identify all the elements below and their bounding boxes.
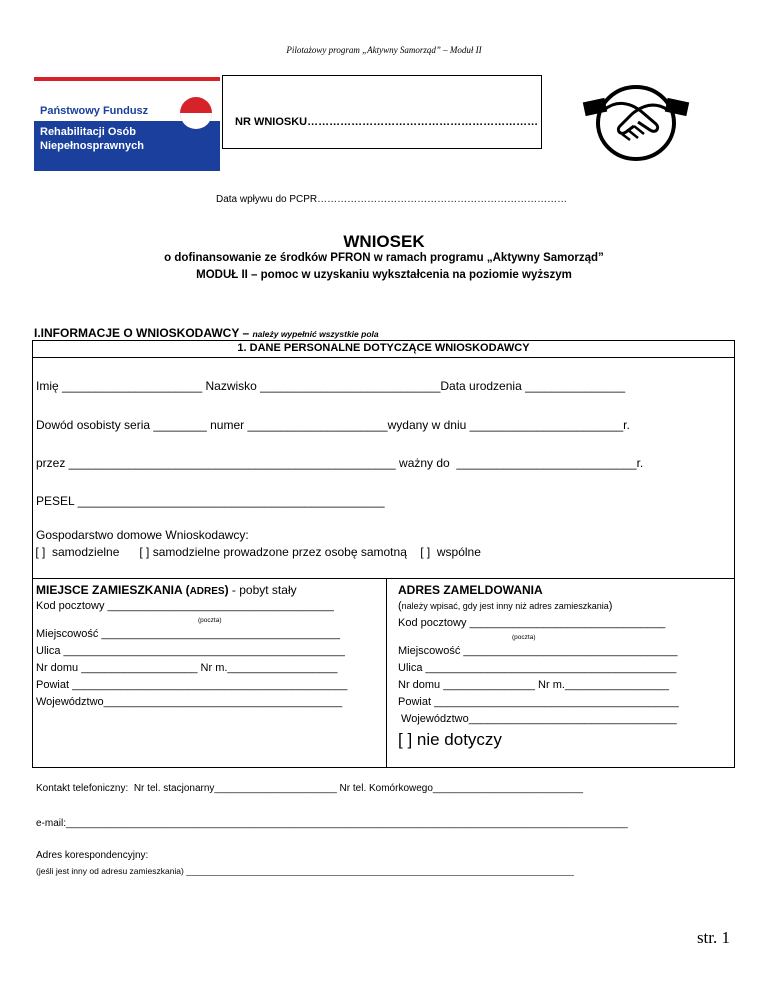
address-column-divider bbox=[386, 578, 387, 768]
right-house-number-field[interactable]: Nr domu _______________ Nr m._________________ bbox=[398, 679, 669, 691]
right-voivodeship-field[interactable]: Województwo__________________________________ bbox=[398, 713, 677, 725]
logo-line1: Państwowy Fundusz bbox=[40, 105, 149, 117]
not-applicable-checkbox[interactable]: [ ] nie dotyczy bbox=[398, 730, 502, 749]
personal-data-header: 1. DANE PERSONALNE DOTYCZĄCE WNIOSKODAWCY bbox=[32, 340, 735, 358]
logo-circle-icon bbox=[180, 97, 212, 129]
left-post-office-label: (poczta) bbox=[198, 617, 222, 624]
address-divider bbox=[32, 578, 735, 579]
program-header: Pilotażowy program „Aktywny Samorząd” – Moduł II bbox=[286, 45, 482, 55]
right-county-field[interactable]: Powiat ________________________________________ bbox=[398, 696, 679, 708]
name-birthdate-line[interactable]: Imię _____________________ Nazwisko ___________________________Data urodzenia _______________ bbox=[36, 379, 626, 393]
household-label: Gospodarstwo domowe Wnioskodawcy: bbox=[36, 528, 249, 542]
application-number-label: NR WNIOSKU……………………………………………………… bbox=[235, 116, 539, 128]
residence-address-title: MIEJSCE ZAMIESZKANIA (ADRES) - pobyt stały bbox=[36, 583, 297, 597]
registration-note: (należy wpisać, gdy jest inny niż adres zamieszkania) bbox=[398, 600, 613, 612]
right-town-field[interactable]: Miejscowość ___________________________________ bbox=[398, 645, 678, 657]
left-voivodeship-field[interactable]: Województwo_______________________________________ bbox=[36, 696, 343, 708]
household-options[interactable]: [ ] samodzielne [ ] samodzielne prowadzone przez osobę samotną [ ] wspólne bbox=[32, 545, 481, 559]
document-subtitle-2: MODUŁ II – pomoc w uzyskaniu wykształcenia na poziomie wyższym bbox=[196, 269, 572, 281]
receipt-date-field[interactable]: Data wpływu do PCPR………………………………………………………………… bbox=[216, 194, 568, 205]
right-postal-code-field[interactable]: Kod pocztowy ________________________________ bbox=[398, 617, 666, 629]
right-street-field[interactable]: Ulica _________________________________________ bbox=[398, 662, 677, 674]
left-street-field[interactable]: Ulica ______________________________________________ bbox=[36, 645, 345, 657]
handshake-icon bbox=[582, 78, 690, 162]
page-number: str. 1 bbox=[696, 928, 730, 947]
email-field[interactable]: e-mail:_____________________________________________________________________________________________________ bbox=[36, 818, 628, 829]
pfron-logo bbox=[34, 77, 220, 171]
logo-line2: Rehabilitacji Osób Niepełnosprawnych bbox=[40, 126, 144, 152]
document-subtitle-1: o dofinansowanie ze środków PFRON w ramach programu „Aktywny Samorząd” bbox=[164, 252, 604, 264]
right-post-office-label: (poczta) bbox=[512, 634, 536, 641]
registration-address-title: ADRES ZAMELDOWANIA bbox=[398, 583, 543, 597]
correspondence-address-field[interactable]: (jeśli jest inny od adresu zamieszkania) __________________________________________________________________________________ bbox=[36, 866, 574, 876]
left-house-number-field[interactable]: Nr domu ___________________ Nr m.__________________ bbox=[36, 662, 338, 674]
left-county-field[interactable]: Powiat _____________________________________________ bbox=[36, 679, 348, 691]
section-heading: I.INFORMACJE O WNIOSKODAWCY – należy wypełnić wszystkie pola bbox=[34, 326, 379, 340]
application-number-box bbox=[222, 75, 542, 149]
pesel-field[interactable]: PESEL ______________________________________________ bbox=[36, 494, 385, 508]
document-title: WNIOSEK bbox=[343, 232, 425, 251]
left-postal-code-field[interactable]: Kod pocztowy _____________________________________ bbox=[36, 600, 334, 612]
left-town-field[interactable]: Miejscowość _______________________________________ bbox=[36, 628, 340, 640]
id-document-line[interactable]: Dowód osobisty seria ________ numer _____________________wydany w dniu _______________________r. bbox=[36, 418, 630, 432]
section-note: należy wypełnić wszystkie pola bbox=[252, 329, 379, 339]
phone-fields[interactable]: Kontakt telefoniczny: Nr tel. stacjonarny______________________ Nr tel. Komórkowego___________________________ bbox=[36, 783, 584, 794]
issued-by-line[interactable]: przez _________________________________________________ ważny do ___________________________r. bbox=[36, 456, 644, 470]
correspondence-address-label: Adres korespondencyjny: bbox=[36, 850, 149, 861]
